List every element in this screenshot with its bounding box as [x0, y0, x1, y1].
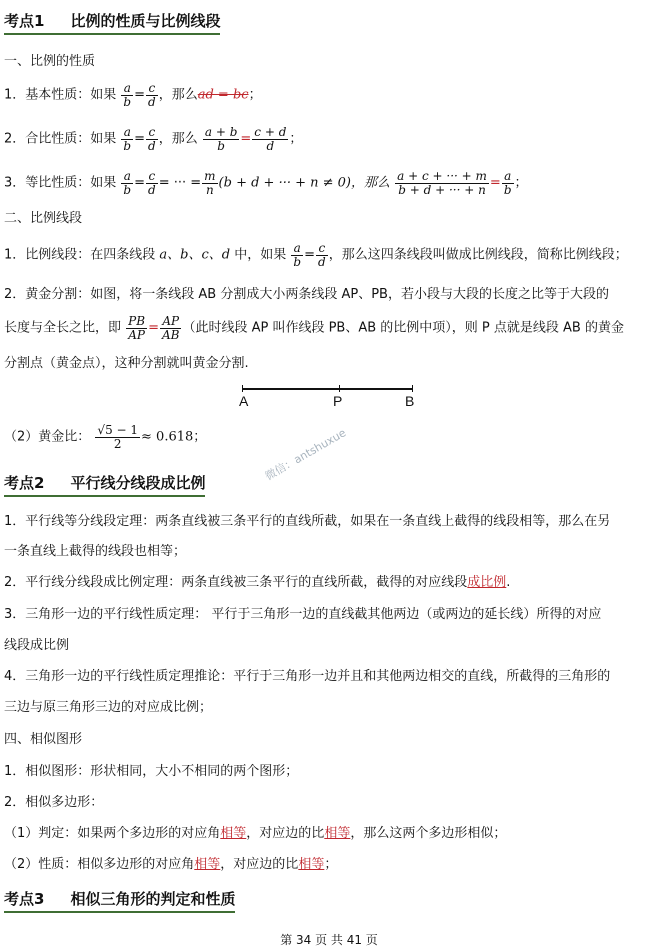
- polygon-property-line: （2）性质：相似多边形的对应角相等，对应边的比相等；: [4, 857, 338, 872]
- section-1-heading: [4, 10, 220, 35]
- point-p-label: P: [333, 393, 343, 409]
- tick-p: [339, 385, 340, 392]
- triangle-theorem-line-2: 线段成比例: [4, 638, 70, 653]
- basic-property-line: 1．基本性质：如果 $\frac{a}{b}$ = $\frac{c}{d}$ ，那么ad = bc；: [4, 81, 262, 109]
- golden-section-line-1: 2．黄金分割：如图，将一条线段 AB 分割成大小两条线段 AP、PB，若小段与大段的长度之比等于大段的: [4, 287, 609, 302]
- triangle-theorem-line-1: 3．三角形一边的平行线性质定理： 平行于三角形一边的直线截其他两边（或两边的延长线）所得的对应: [4, 607, 602, 622]
- golden-section-line-3: 分割点（黄金点），这种分割就叫黄金分割.: [4, 356, 249, 371]
- fraction-sum: $\frac{a + c + \cdot\cdot\cdot + m}{b + d + \cdot\cdot\cdot + n}$: [397, 169, 487, 197]
- fraction-a-b: $\frac{a}{b}$: [123, 81, 132, 109]
- section-1-title: 比例的性质与比例线段: [70, 12, 221, 30]
- fraction-a-b: $\frac{a}{b}$: [123, 125, 132, 153]
- fraction-cd-over-d: $\frac{c + d}{d}$: [254, 125, 287, 153]
- basic-result: ad = bc: [197, 87, 249, 103]
- subtitle-proportional-segments: 二、比例线段: [4, 211, 83, 226]
- fraction-c-d: $\frac{c}{d}$: [148, 125, 156, 153]
- polygon-judgement-line: （1）判定：如果两个多边形的对应角相等，对应边的比相等，那么这两个多边形相似；: [4, 826, 507, 841]
- point-a-label: A: [239, 393, 249, 409]
- golden-section-line-2: 长度与全长之比，即 $\frac{PB}{AP}$ = $\frac{AP}{AB}$ （此时线段 AP 叫作线段 PB、AB 的比例中项），则 P 点就是线段 AB 的黄金: [4, 314, 624, 342]
- section-2-heading: 考点2 平行线分线段成比例: [4, 472, 205, 497]
- parallel-theorem-line-1: 1．平行线等分线段定理：两条直线被三条平行的直线所截，如果在一条直线上截得的线段相等，那么在另: [4, 514, 611, 529]
- tick-a: [242, 385, 243, 392]
- section-1-number: 考点1: [4, 12, 45, 30]
- equal-ratio-property-line: 3．等比性质：如果 $\frac{a}{b}$ = $\frac{c}{d}$ = ··· = $\frac{m}{n}$ (b + d + ··· + n ≠ 0)，那么 $\frac{a + c + \cdot\cdot\cdot + m}{b + d + \cdot\cdot\cdot + n}$ = $\frac{a}{b}$ ；: [4, 169, 528, 197]
- triangle-corollary-line-2: 三边与原三角形三边的对应成比例；: [4, 700, 213, 715]
- fraction-c-d: $\frac{c}{d}$: [148, 81, 156, 109]
- proportional-segments-line: 1．比例线段：在四条线段 a、b、c、d 中，如果 $\frac{a}{b}$ = $\frac{c}{d}$ ，那么这四条线段叫做成比例线段，简称比例线段；: [4, 241, 628, 269]
- combine-property-line: 2．合比性质：如果 $\frac{a}{b}$ = $\frac{c}{d}$ ，那么 $\frac{a + b}{b}$ = $\frac{c + d}{d}$ ；: [4, 125, 303, 153]
- golden-ratio-line: （2）黄金比： $\frac{√5 - 1}{2}$ ≈ 0.618；: [4, 423, 207, 451]
- fraction-ab-over-b: $\frac{a + b}{b}$: [204, 125, 238, 153]
- subtitle-proportion-properties: 一、比例的性质: [4, 54, 96, 69]
- page-footer: 第 34 页 共 41 页: [280, 933, 378, 947]
- segment-ab: [242, 388, 413, 390]
- tick-b: [412, 385, 413, 392]
- similar-polygons-line: 2．相似多边形：: [4, 795, 104, 810]
- point-b-label: B: [405, 393, 415, 409]
- watermark: 微信：antshuxue: [263, 426, 349, 483]
- section-3-heading: 考点3 相似三角形的判定和性质: [4, 888, 235, 913]
- triangle-corollary-line-1: 4．三角形一边的平行线性质定理推论：平行于三角形一边并且和其他两边相交的直线，所截得的三角形的: [4, 669, 611, 684]
- golden-ratio-fraction: $\frac{√5 - 1}{2}$: [97, 423, 139, 451]
- parallel-theorem-line-2: 一条直线上截得的线段也相等；: [4, 544, 187, 559]
- proportional-theorem-line: 2．平行线分线段成比例定理：两条直线被三条平行的直线所截，截得的对应线段成比例.: [4, 575, 511, 590]
- similar-figures-line: 1．相似图形：形状相同，大小不相同的两个图形；: [4, 764, 299, 779]
- subtitle-similar-figures: 四、相似图形: [4, 732, 83, 747]
